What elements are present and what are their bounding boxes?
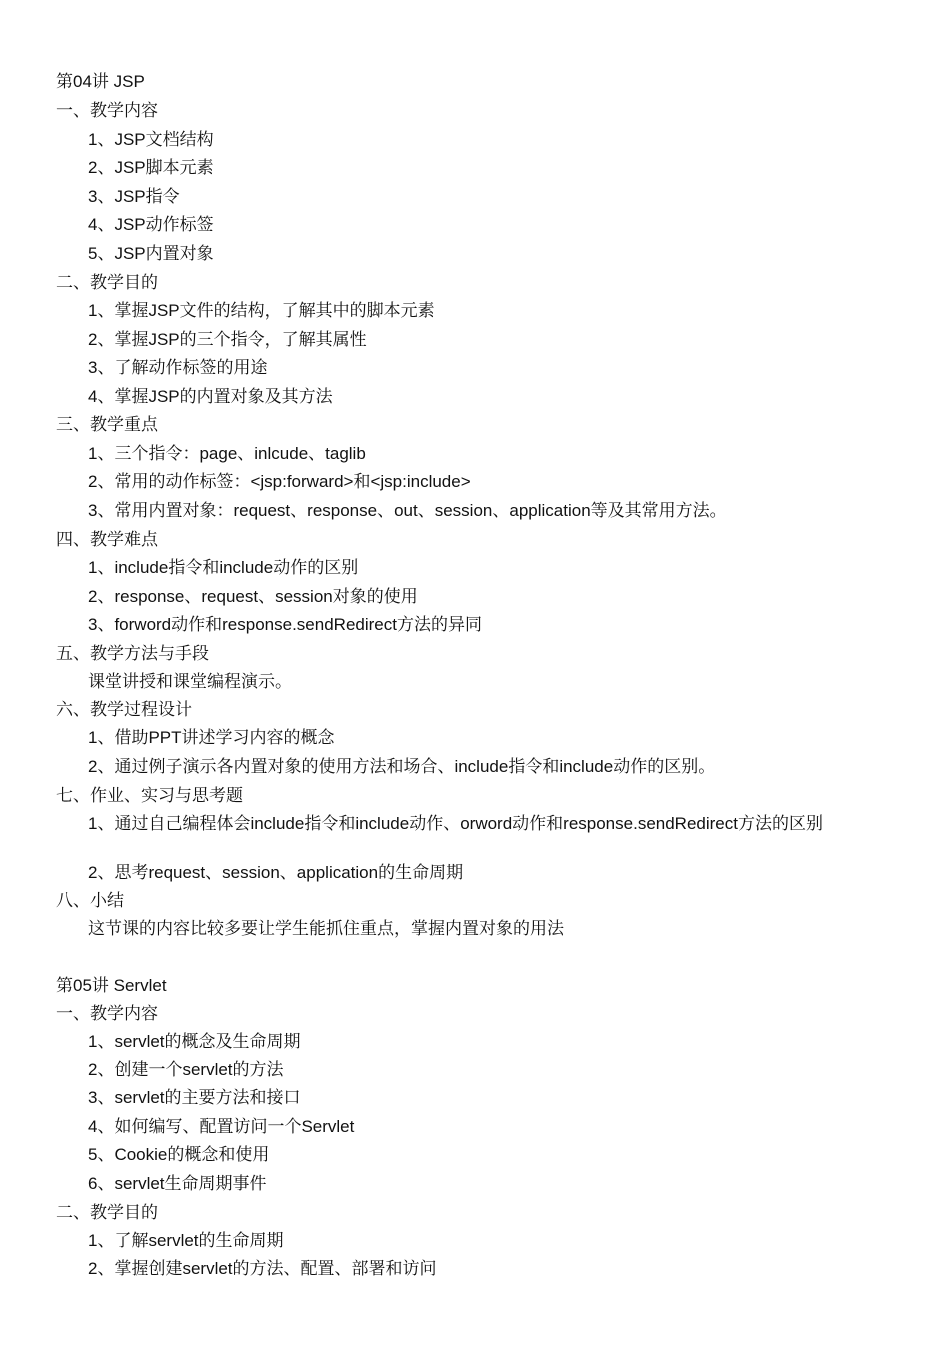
list-item: 3、了解动作标签的用途 (88, 358, 268, 377)
list-item: 这节课的内容比较多要让学生能抓住重点，掌握内置对象的用法 (88, 919, 564, 938)
section-heading: 二、教学目的 (56, 273, 158, 292)
list-item: 5、JSP内置对象 (88, 244, 214, 263)
list-item: 3、JSP指令 (88, 187, 180, 206)
list-item: 1、了解servlet的生命周期 (88, 1231, 284, 1250)
list-item: 3、常用内置对象：request、response、out、session、application等及其常用方法。 (88, 501, 727, 520)
section-heading: 八、小结 (56, 891, 124, 910)
list-item: 2、response、request、session对象的使用 (88, 587, 418, 606)
list-item: 4、如何编写、配置访问一个Servlet (88, 1117, 355, 1136)
list-item: 2、常用的动作标签：<jsp:forward>和<jsp:include> (88, 472, 471, 491)
section-heading: 三、教学重点 (56, 415, 158, 434)
list-item: 6、servlet生命周期事件 (88, 1174, 267, 1193)
list-item: 课堂讲授和课堂编程演示。 (88, 672, 292, 691)
list-item: 3、forword动作和response.sendRedirect方法的异同 (88, 615, 482, 634)
list-item: 1、include指令和include动作的区别 (88, 558, 359, 577)
list-item: 4、JSP动作标签 (88, 215, 214, 234)
section-heading: 七、作业、实习与思考题 (56, 786, 243, 805)
list-item: 1、三个指令：page、inlcude、taglib (88, 444, 366, 463)
list-item: 1、JSP文档结构 (88, 130, 214, 149)
section-heading: 二、教学目的 (56, 1203, 158, 1222)
section-heading: 四、教学难点 (56, 530, 158, 549)
list-item: 1、通过自己编程体会include指令和include动作、orword动作和response.sendRedirect方法的区别 (88, 814, 823, 833)
section-heading: 一、教学内容 (56, 101, 158, 120)
list-item: 1、借助PPT讲述学习内容的概念 (88, 728, 335, 747)
list-item: 3、servlet的主要方法和接口 (88, 1088, 301, 1107)
list-item: 1、servlet的概念及生命周期 (88, 1032, 301, 1051)
list-item: 1、掌握JSP文件的结构，了解其中的脚本元素 (88, 301, 435, 320)
section-heading: 五、教学方法与手段 (56, 644, 209, 663)
section-heading: 一、教学内容 (56, 1004, 158, 1023)
list-item: 2、通过例子演示各内置对象的使用方法和场合、include指令和include动作的区别。 (88, 757, 716, 776)
lecture-04-title: 第04讲 JSP (56, 72, 145, 91)
list-item: 2、掌握JSP的三个指令，了解其属性 (88, 330, 367, 349)
list-item: 2、创建一个servlet的方法 (88, 1060, 284, 1079)
section-heading: 六、教学过程设计 (56, 700, 192, 719)
list-item: 2、JSP脚本元素 (88, 158, 214, 177)
lecture-05-title: 第05讲 Servlet (56, 976, 167, 995)
list-item: 2、思考request、session、application的生命周期 (88, 863, 464, 882)
list-item: 2、掌握创建servlet的方法、配置、部署和访问 (88, 1259, 437, 1278)
list-item: 5、Cookie的概念和使用 (88, 1145, 270, 1164)
list-item: 4、掌握JSP的内置对象及其方法 (88, 387, 333, 406)
